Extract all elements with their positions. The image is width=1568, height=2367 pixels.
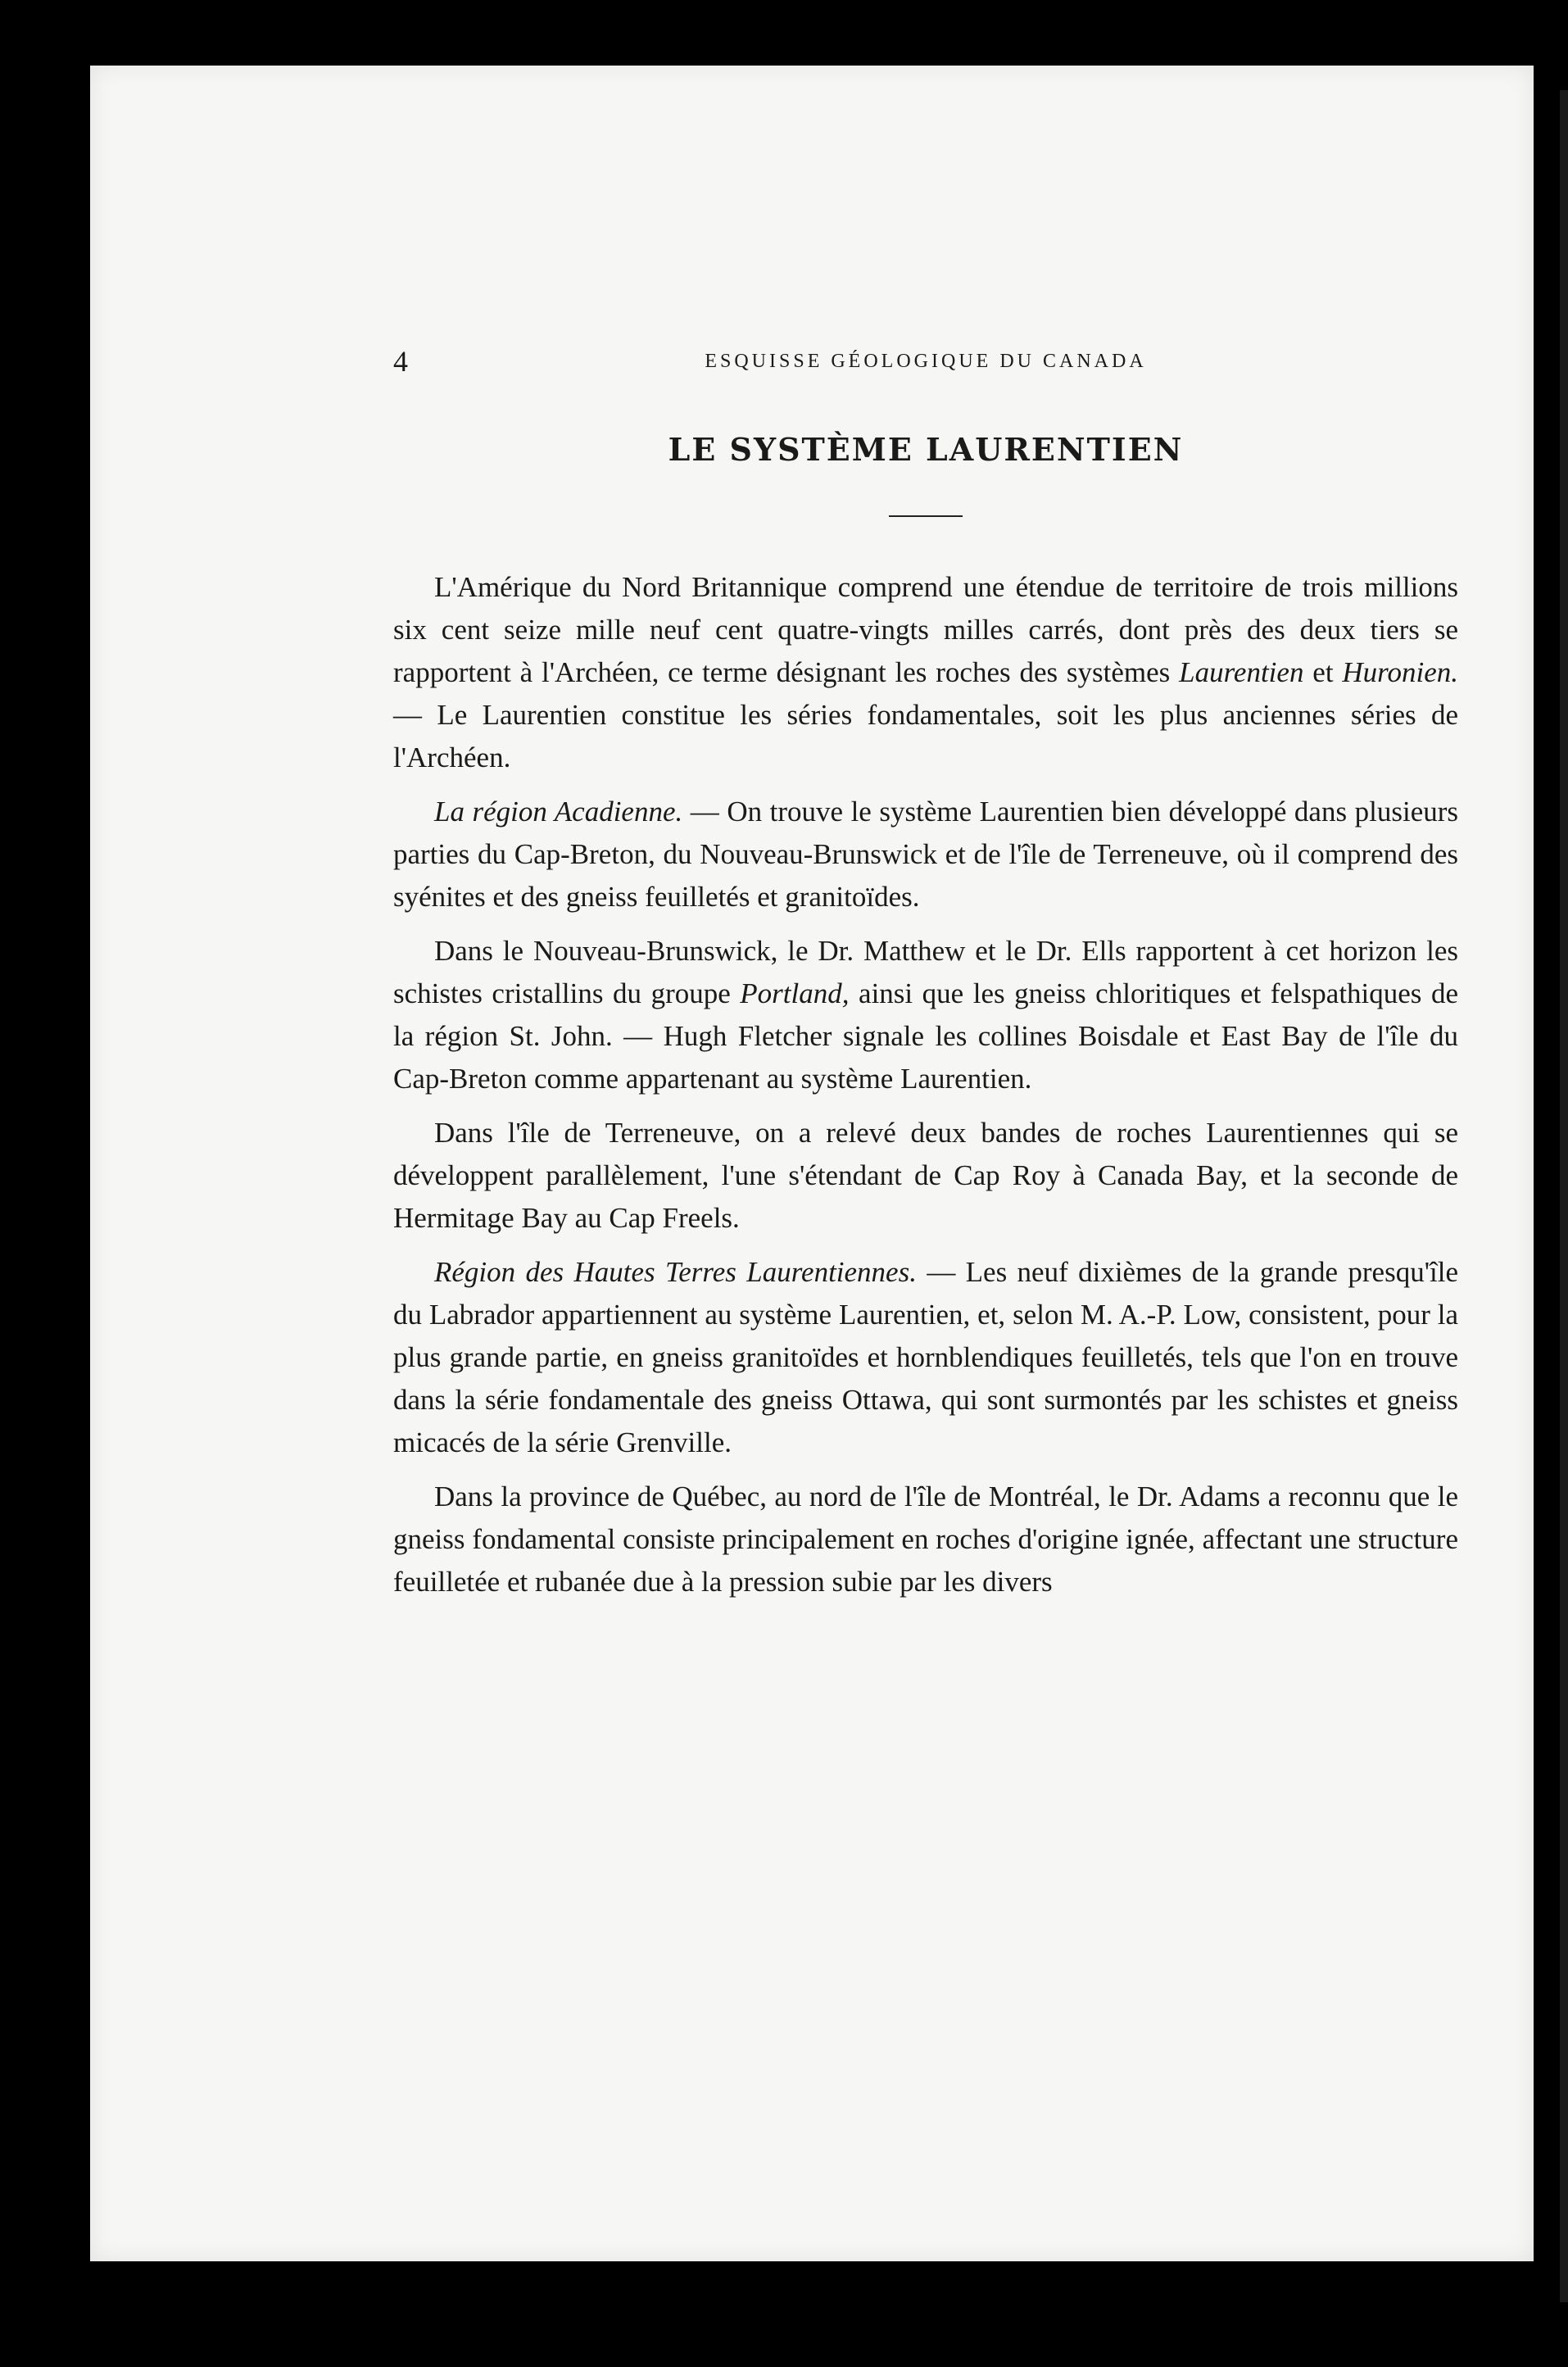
text-run: — Le Laurentien constitue les séries fondamentales, soit les plus anciennes séries de l'Archéen. [393, 699, 1458, 773]
paragraph [393, 930, 1458, 1100]
body-text [393, 566, 1458, 1603]
book-page [90, 66, 1534, 2261]
paragraph [393, 566, 1458, 779]
italic-text: Région des Hautes Terres Laurentiennes. [434, 1256, 917, 1288]
page-header [393, 344, 1458, 401]
page-edge-shadow [1560, 90, 1568, 2302]
text-run: Dans le Nouveau-Brunswick, le Dr. Matthew et le Dr. Ells rapportent à cet horizon les schistes cristallins du groupe [393, 935, 1458, 1009]
section-title: LE SYSTÈME LAURENTIEN [668, 431, 1184, 468]
text-run: — Les neuf dixièmes de la grande presqu'île du Labrador appartiennent au système Laurentien, et, selon M. A.-P. Low, consistent, pour la plus grande partie, en gneiss granitoïdes et hornblendiques feuilletés, tels que l'on en trouve dans la série fondamentale des gneiss Ottawa, qui sont surmontés par les schistes et gneiss micacés de la série Grenville. [393, 1256, 1458, 1458]
italic-text: Laurentien [1179, 656, 1304, 688]
paragraph [393, 791, 1458, 918]
italic-text: La région Acadienne. [434, 796, 683, 828]
italic-text: Portland, [740, 977, 850, 1009]
text-run: — On trouve le système Laurentien bien développé dans plusieurs parties du Cap-Breton, du Nouveau-Brunswick et de l'île de Terreneuve, où il comprend des syénites et des gneiss feuilletés et granitoïdes. [393, 796, 1459, 913]
text-run: Dans la province de Québec, au nord de l'île de Montréal, le Dr. Adams a reconnu que le gneiss fondamental consiste principalement en roches d'origine ignée, affectant une structure feuilletée et rubanée due à la pression subie par les divers [393, 1481, 1458, 1598]
paragraph [393, 1251, 1458, 1464]
title-rule [889, 515, 963, 517]
text-block [393, 344, 1458, 1615]
page-number: 4 [393, 345, 408, 378]
text-run: et [1303, 656, 1343, 688]
text-run: ainsi que les gneiss chloritiques et felspathiques de la région St. John. — Hugh Fletcher signale les collines Boisdale et East Bay de l'île du Cap-Breton comme appartenant au système Laurentien. [393, 977, 1458, 1095]
italic-text: Huronien. [1342, 656, 1458, 688]
running-head: ESQUISSE GÉOLOGIQUE DU CANADA [705, 351, 1147, 372]
paragraph [393, 1476, 1458, 1603]
text-run: Dans l'île de Terreneuve, on a relevé deux bandes de roches Laurentiennes qui se développent parallèlement, l'une s'étendant de Cap Roy à Canada Bay, et la seconde de Hermitage Bay au Cap Freels. [393, 1117, 1458, 1234]
paragraph [393, 1112, 1458, 1240]
text-run: L'Amérique du Nord Britannique comprend une étendue de territoire de trois millions six cent seize mille neuf cent quatre-vingts milles carrés, dont près des deux tiers se rapportent à l'Archéen, ce terme désignant les roches des systèmes [393, 571, 1458, 688]
